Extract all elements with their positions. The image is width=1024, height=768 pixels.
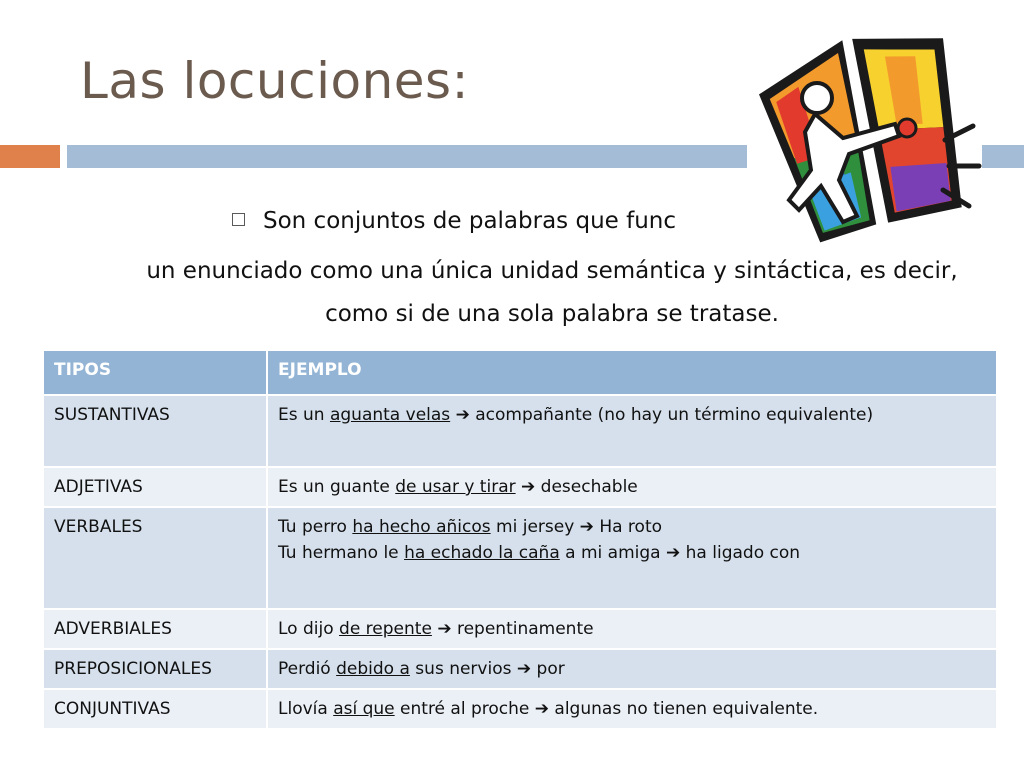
slide-title: Las locuciones: [80, 52, 469, 110]
header-tipos: TIPOS [43, 350, 267, 395]
tipo-cell: ADJETIVAS [43, 467, 267, 507]
bullet-definition [232, 208, 676, 234]
accent-bar-blue [67, 145, 747, 168]
square-bullet-icon [232, 213, 245, 226]
example-text: Es un guante [278, 477, 396, 497]
example-text: Perdió [278, 659, 337, 679]
bullet-text: Son conjuntos de palabras que func [263, 208, 677, 234]
example-line [278, 517, 986, 537]
right-arrow-icon: ➔ [534, 699, 550, 719]
table-row [43, 649, 997, 689]
right-arrow-icon: ➔ [579, 517, 594, 537]
ejemplo-cell [267, 507, 997, 609]
example-text: mi jersey [490, 517, 580, 537]
table-row [43, 609, 997, 649]
accent-bar-orange [0, 145, 60, 168]
right-arrow-icon: ➔ [666, 543, 681, 563]
table-row [43, 507, 997, 609]
example-text: entré al proche [394, 699, 535, 719]
equivalent-text: algunas no tienen equivalente. [549, 699, 819, 719]
equivalent-text: acompañante (no hay un término equivalente) [469, 405, 874, 425]
equivalent-text: repentinamente [451, 619, 594, 639]
locucion-underlined: debido a [336, 659, 410, 679]
ejemplo-cell [267, 395, 997, 467]
ejemplo-cell [267, 467, 997, 507]
equivalent-text: ha ligado con [680, 543, 801, 563]
example-text: Tu hermano le [278, 543, 405, 563]
locucion-underlined: de usar y tirar [395, 477, 516, 497]
ejemplo-cell [267, 689, 997, 729]
equivalent-text: desechable [535, 477, 638, 497]
example-text: sus nervios [409, 659, 517, 679]
equivalent-text: por [531, 659, 565, 679]
example-text: a mi amiga [559, 543, 666, 563]
locucion-underlined: aguanta velas [329, 405, 451, 425]
example-text: Tu perro [278, 517, 353, 537]
header-ejemplo: EJEMPLO [267, 350, 997, 395]
accent-bar-blue-right [982, 145, 1024, 168]
locucion-underlined: ha hecho añicos [352, 517, 491, 537]
right-arrow-icon: ➔ [521, 477, 536, 497]
tipo-cell: SUSTANTIVAS [43, 395, 267, 467]
ejemplo-cell [267, 649, 997, 689]
right-arrow-icon: ➔ [455, 405, 470, 425]
definition-continuation-1: un enunciado como una única unidad semántica y sintáctica, es decir, [146, 258, 958, 284]
definition-continuation-2: como si de una sola palabra se tratase. [325, 301, 779, 327]
locucion-underlined: ha echado la caña [404, 543, 560, 563]
locucion-underlined: de repente [339, 619, 432, 639]
tipo-cell: VERBALES [43, 507, 267, 609]
ejemplo-cell [267, 609, 997, 649]
right-arrow-icon: ➔ [516, 659, 532, 679]
tipo-cell: CONJUNTIVAS [43, 689, 267, 729]
table-row [43, 395, 997, 467]
table-row [43, 689, 997, 729]
tipo-cell: ADVERBIALES [43, 609, 267, 649]
example-line [278, 543, 986, 563]
tipo-cell: PREPOSICIONALES [43, 649, 267, 689]
example-text: Llovía [278, 699, 334, 719]
stained-glass-clipart-icon [745, 20, 985, 245]
equivalent-text: Ha roto [593, 517, 663, 537]
table-row [43, 467, 997, 507]
right-arrow-icon: ➔ [437, 619, 452, 639]
table-header-row [43, 350, 997, 395]
locucion-underlined: así que [333, 699, 395, 719]
locuciones-table [42, 349, 998, 730]
example-text: Es un [278, 405, 330, 425]
example-text: Lo dijo [278, 619, 340, 639]
